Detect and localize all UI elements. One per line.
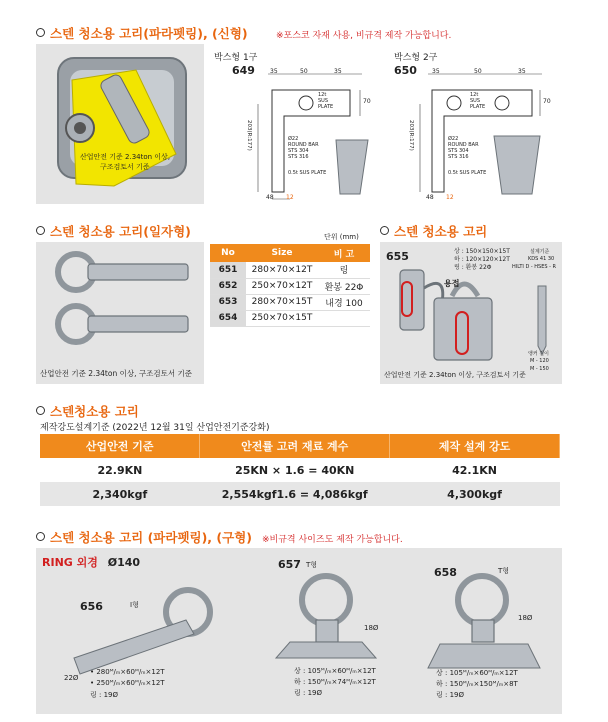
- spec-line: • 250ᴹ/ₘ×60ᴹ/ₘ×12T: [90, 679, 165, 687]
- unit-label: 단위 (mm): [324, 233, 359, 241]
- bar-note: Ø22 ROUND BAR STS 304 STS 316: [288, 136, 319, 160]
- model-number: 657: [278, 558, 301, 571]
- dim-mid: 50: [300, 68, 308, 75]
- spec-line: 상 : 105ᴹ/ₘ×60ᴹ/ₘ×12T: [294, 667, 376, 675]
- dim-left: 35: [432, 68, 440, 75]
- model-number: 649: [232, 64, 255, 77]
- section5-note: ※비규격 사이즈도 제작 가능합니다.: [262, 535, 403, 545]
- cell-size: 280×70×15T: [246, 294, 318, 310]
- section3-caption: 산업안전 기준 2.34ton 이상, 구조검토서 기준: [384, 371, 526, 379]
- drawing-649: [210, 44, 382, 204]
- spec-line-2: 하 : 120×120×12T: [454, 256, 510, 263]
- model-number: 650: [394, 64, 417, 77]
- spec-line: 링 : 19Ø: [90, 691, 118, 699]
- dim-side: 203(R:177): [246, 120, 252, 151]
- table-row: [40, 458, 560, 482]
- drawing-650: [390, 44, 562, 204]
- cell-design: 4,300kgf: [390, 482, 560, 506]
- spec-line: 링 : 19Ø: [436, 691, 464, 699]
- cell-note: [318, 310, 370, 326]
- plate-note: 12t SUS PLATE: [470, 92, 486, 110]
- cell-no: 652: [210, 278, 246, 294]
- spec-line: 상 : 105ᴹ/ₘ×60ᴹ/ₘ×12T: [436, 669, 518, 677]
- bar-note: Ø22 ROUND BAR STS 304 STS 316: [448, 136, 479, 160]
- anchor-bottom-3: M - 150: [530, 366, 549, 372]
- section5-title: 스텐 청소용 고리 (파라펫링), (구형): [36, 528, 252, 546]
- table-header-row: [210, 244, 370, 262]
- cell-size: 280×70×12T: [246, 262, 318, 278]
- photo-label-1: 산업안전 기준 2.34ton 이상,: [80, 153, 171, 161]
- spec-line: 하 : 150ᴹ/ₘ×74ᴹ/ₘ×12T: [294, 678, 376, 686]
- model-number: 658: [434, 566, 457, 579]
- col-note: 비 고: [318, 244, 370, 262]
- col-factor: 안전률 고려 재료 계수: [200, 434, 390, 458]
- cell-note: 링: [318, 262, 370, 278]
- cell-no: 651: [210, 262, 246, 278]
- spec-line: 하 : 150ᴹ/ₘ×150ᴹ/ₘ×8T: [436, 680, 518, 688]
- cell-standard: 2,340kgf: [40, 482, 200, 506]
- dim-bottom-2: 12: [446, 194, 454, 201]
- cell-size: 250×70×12T: [246, 278, 318, 294]
- anchor-bottom-1: 앵커 길이: [528, 351, 549, 357]
- table-header-row: [40, 434, 560, 458]
- section1-photo: [36, 44, 204, 204]
- dim-bottom: 48: [426, 194, 434, 201]
- box-hook-photo: [36, 44, 204, 204]
- col-size: Size: [246, 244, 318, 262]
- dim-bottom: 48: [266, 194, 274, 201]
- type-label: I형: [130, 601, 139, 609]
- table-row: [210, 294, 370, 310]
- dia-label: 18Ø: [364, 624, 379, 632]
- dim-height: 70: [363, 98, 371, 105]
- spec-line: • 280ᴹ/ₘ×60ᴹ/ₘ×12T: [90, 668, 165, 676]
- anchor-line-2: KDS 41 30: [528, 256, 555, 262]
- table-row: [210, 310, 370, 326]
- section1-title: 스텐 청소용 고리(파라펫링), (신형): [36, 24, 248, 42]
- model-number: 656: [80, 600, 103, 613]
- section2-photo: [36, 242, 204, 384]
- thin-note: 0.5t SUS PLATE: [448, 170, 487, 176]
- spec-table: [210, 244, 370, 327]
- section4-title: 스텐청소용 고리: [36, 402, 139, 420]
- model-number: 655: [386, 250, 409, 263]
- anchor-line-3: HILTI D - HSES - R: [512, 264, 557, 270]
- dim-left: 35: [270, 68, 278, 75]
- col-standard: 산업안전 기준: [40, 434, 200, 458]
- drawing-type-label: 박스형 1구: [214, 53, 258, 63]
- bullet-circle-icon: [36, 28, 45, 37]
- plate-note: 12t SUS PLATE: [318, 92, 334, 110]
- cell-standard: 22.9KN: [40, 458, 200, 482]
- section5-photo: [36, 548, 562, 714]
- strength-table: [40, 434, 560, 506]
- section4-subtitle: 제작강도설계기준 (2022년 12월 31일 산업안전기준강화): [40, 423, 270, 433]
- cell-size: 250×70×15T: [246, 310, 318, 326]
- bullet-circle-icon: [36, 532, 45, 541]
- thin-note: 0.5t SUS PLATE: [288, 170, 327, 176]
- dim-right: 35: [334, 68, 342, 75]
- bullet-circle-icon: [380, 226, 389, 235]
- flat-hook-photo: [36, 242, 204, 362]
- col-design: 제작 설계 강도: [390, 434, 560, 458]
- cell-design: 42.1KN: [390, 458, 560, 482]
- table-row: [40, 482, 560, 506]
- table-row: [210, 262, 370, 278]
- drawing-type-label: 박스형 2구: [394, 53, 438, 63]
- bullet-circle-icon: [36, 406, 45, 415]
- section1-note: ※포스코 자재 사용, 비규격 제작 가능합니다.: [276, 31, 452, 41]
- spec-line-3: 링 : 환봉 22Φ: [454, 264, 492, 271]
- section2-caption: 산업안전 기준 2.34ton 이상, 구조검토서 기준: [40, 369, 192, 378]
- photo-label-2: 구조검토서 기준: [100, 163, 150, 171]
- cell-no: 653: [210, 294, 246, 310]
- dim-right: 35: [518, 68, 526, 75]
- cell-no: 654: [210, 310, 246, 326]
- type-label: T형: [306, 561, 318, 569]
- anchor-line-1: 설계기준: [530, 249, 550, 255]
- table-row: [210, 278, 370, 294]
- spec-line: 링 : 19Ø: [294, 689, 322, 697]
- weld-label: 용접: [444, 279, 460, 288]
- cell-factor: 25KN × 1.6 = 40KN: [200, 458, 390, 482]
- type-label: T형: [498, 567, 510, 575]
- section2-title: 스텐 청소용 고리(일자형): [36, 222, 191, 240]
- section3-photo: [380, 242, 562, 384]
- anchor-bottom-2: M - 120: [530, 358, 549, 364]
- cell-note: 내경 100: [318, 294, 370, 310]
- dia-label: 22Ø: [64, 674, 79, 682]
- ring-value: Ø140: [107, 556, 141, 569]
- ring-label: RING 외경: [42, 556, 98, 569]
- technical-drawing: [210, 44, 382, 204]
- dim-side: 203(R:177): [408, 120, 414, 151]
- cell-factor: 2,554kgf1.6 = 4,086kgf: [200, 482, 390, 506]
- spec-line-1: 상 : 150×150×15T: [454, 248, 510, 255]
- section3-title: 스텐 청소용 고리: [380, 222, 487, 240]
- bullet-circle-icon: [36, 226, 45, 235]
- dia-label: 18Ø: [518, 614, 533, 622]
- cell-note: 환봉 22Φ: [318, 278, 370, 294]
- dim-height: 70: [543, 98, 551, 105]
- dim-mid: 50: [474, 68, 482, 75]
- col-no: No: [210, 244, 246, 262]
- dim-bottom-2: 12: [286, 194, 294, 201]
